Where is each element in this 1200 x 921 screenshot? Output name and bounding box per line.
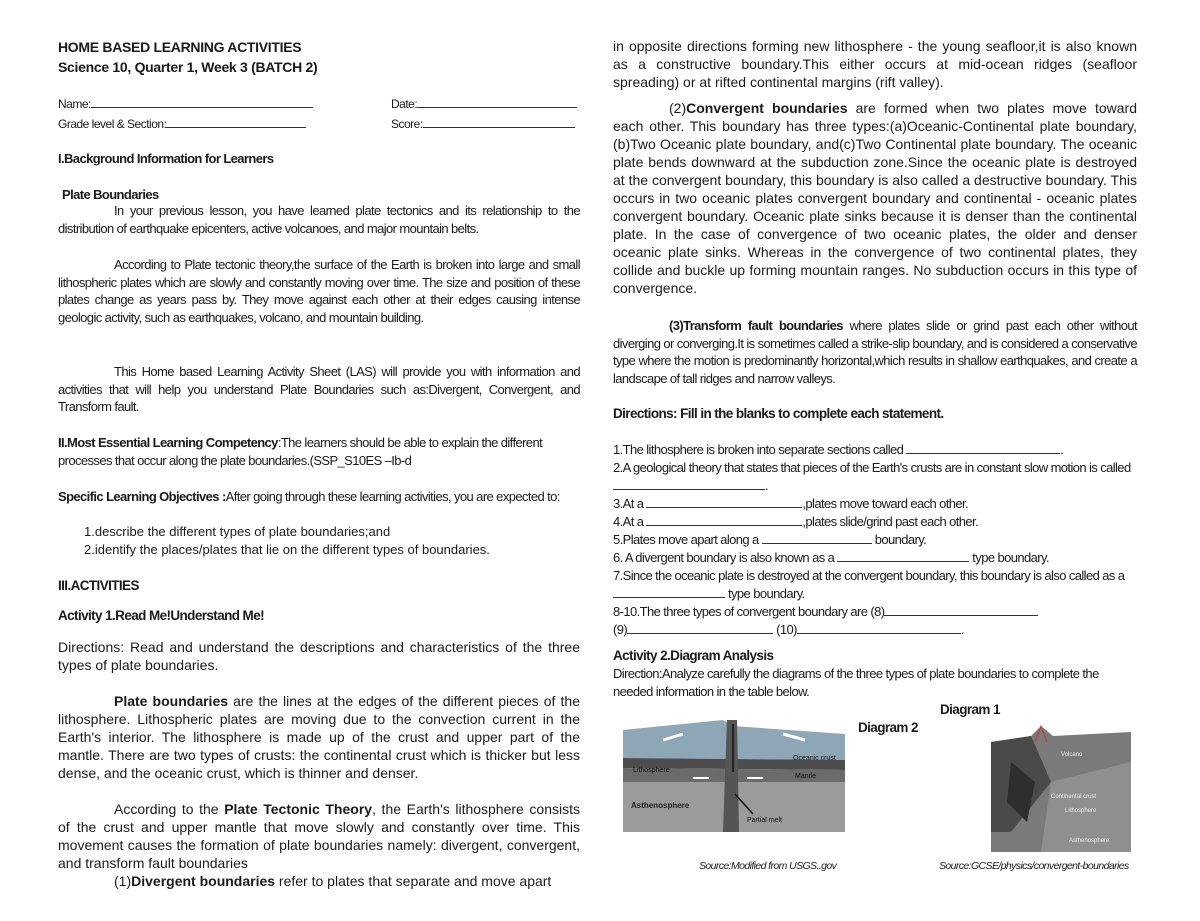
date-field[interactable]: [417, 96, 577, 108]
section1-p2: According to Plate tectonic theory,the surface of the Earth is broken into large and small lithospheric plates which are slowly and constantly moving over time. The size and position of these plates change as years pass by. They move against each other at their edges causing intense geologic activity, such as earthquakes, volcano, and mountain building.: [58, 257, 580, 325]
activity1-title: Activity 1.Read Me!Understand Me!: [58, 608, 264, 623]
question-3: 3.At a ,plates move toward each other.: [613, 496, 969, 511]
diagram1-divergent-image: [623, 712, 845, 832]
plate-boundaries-paragraph: Plate boundaries are the lines at the edges of the different pieces of the lithosphere. Lithospheric plates are moving due to the convection current in the Earth's interior. The lithosphere is made up of the crust and upper part of the mantle. There are two types of crusts: the continental crust which is thicker but less dense, and the oceanic crust, which is thinner and denser.: [58, 693, 580, 781]
question-4: 4.At a ,plates slide/grind past each other.: [613, 514, 979, 529]
objectives: Specific Learning Objectives :After going through these learning activities, you are expected to:: [58, 489, 560, 504]
answer-10-blank[interactable]: [797, 622, 961, 634]
question-5: 5.Plates move apart along a boundary.: [613, 532, 927, 547]
name-field[interactable]: [91, 96, 313, 108]
section1-p3: This Home based Learning Activity Sheet (LAS) will provide you with information and activities that will help you understand Plate Boundaries such as:Divergent, Convergent, and Transform fault.: [58, 364, 580, 414]
d1-label-lithosphere: Lithosphere: [633, 767, 670, 774]
d2-label-asthenosphere: Asthenosphere: [1069, 838, 1110, 844]
d2-label-volcano: Volcano: [1061, 752, 1083, 758]
activity1-directions: Directions: Read and understand the descriptions and characteristics of the three types of plate boundaries.: [58, 639, 580, 673]
source-1: Source:Modified from USGS..gov: [699, 860, 837, 872]
score-label: Score:: [391, 116, 575, 134]
activity2-title: Activity 2.Diagram Analysis: [613, 648, 774, 663]
objective-1: 1.describe the different types of plate boundaries;and: [84, 524, 391, 539]
transform-paragraph: (3)Transform fault boundaries where plates slide or grind past each other without diverging or converging.It is sometimes called a strike-slip boundary, and is considered a conservative type where the motion is predominantly horizontal,which results in shallow earthquakes, and create a landscape of tall ridges and narrow valleys.: [613, 318, 1137, 386]
question-1: 1.The lithosphere is broken into separate sections called .: [613, 442, 1064, 457]
competency: II.Most Essential Learning Competency:The learners should be able to explain the different processes that occur along the plate boundaries.(SSP_S10ES –Ib-d: [58, 435, 543, 468]
d1-label-mantle: Mantle: [795, 773, 817, 780]
question-2: 2.A geological theory that states that pieces of the Earth's crusts are in constant slow motion is called .: [613, 460, 1131, 493]
question-8: 8-10.The three types of convergent boundary are (8): [613, 603, 1137, 621]
diagram1-label: Diagram 1: [940, 702, 1000, 717]
answer-6-blank[interactable]: [837, 550, 969, 562]
source-2: Source:GCSE/physics/convergent-boundaries: [939, 860, 1129, 872]
doc-subtitle: Science 10, Quarter 1, Week 3 (BATCH 2): [58, 59, 318, 75]
divergent-continued: in opposite directions forming new lithosphere - the young seafloor,it is also known as a constructive boundary.This either occurs at mid-ocean ridges (seafloor spreading) or at rifted continental margins (rift valley).: [613, 38, 1137, 90]
diagram2-convergent-image: [991, 722, 1131, 852]
grade-field[interactable]: [166, 116, 306, 128]
question-9-10: (9) (10) .: [613, 622, 964, 637]
date-label: Date:: [391, 96, 577, 114]
answer-2-blank[interactable]: [613, 478, 765, 490]
answer-7-blank[interactable]: [613, 586, 725, 598]
answer-1-blank[interactable]: [906, 442, 1060, 454]
d2-label-continental-crust: Continental crust: [1051, 794, 1097, 800]
objective-2: 2.identify the places/plates that lie on the different types of boundaries.: [84, 542, 490, 557]
convergent-paragraph: (2)Convergent boundaries are formed when two plates move toward each other. This boundary has three types:(a)Oceanic-Continental plate boundary,(b)Two Oceanic plate boundary, and(c)Two Continental plate boundary. The oceanic plate bends downward at the subduction zone.Since the oceanic plate is destroyed at the convergent boundary, this boundary is also called a destructive boundary. This occurs in two oceanic plates convergent boundary and continental - oceanic plates convergent boundary. Oceanic plate sinks because it is denser than the continental plate. In the case of convergence of two oceanic plates, the older and denser oceanic plate sinks. Whereas in the convergence of two continental plates, they collide and buckle up forming mountain ranges. No subduction occurs in this type of convergence.: [613, 100, 1137, 296]
d1-label-partial-melt: Partial melt: [747, 817, 783, 824]
section1-subheading: Plate Boundaries: [62, 187, 159, 202]
answer-9-blank[interactable]: [627, 622, 773, 634]
answer-3-blank[interactable]: [646, 496, 802, 508]
name-label: Name:: [58, 96, 313, 114]
answer-4-blank[interactable]: [646, 514, 802, 526]
section1-p1: In your previous lesson, you have learned plate tectonics and its relationship to the distribution of earthquake epicenters, active volcanoes, and major mountain belts.: [58, 203, 580, 236]
question-6: 6. A divergent boundary is also known as a type boundary.: [613, 550, 1049, 565]
divergent-paragraph: (1)Divergent boundaries refer to plates that separate and move apart: [114, 873, 552, 889]
answer-8-blank[interactable]: [884, 604, 1038, 616]
score-field[interactable]: [423, 116, 575, 128]
doc-title: HOME BASED LEARNING ACTIVITIES: [58, 39, 302, 55]
fill-directions: Directions: Fill in the blanks to complete each statement.: [613, 406, 944, 421]
question-7: 7.Since the oceanic plate is destroyed at the convergent boundary, this boundary is also called as a type boundary.: [613, 568, 1125, 601]
d1-label-oceanic-crust: Oceanic crust: [793, 755, 836, 762]
section1-heading: I.Background Information for Learners: [58, 151, 274, 166]
activity2-direction: Direction:Analyze carefully the diagrams of the three types of plate boundaries to complete the needed information in the table below.: [613, 666, 1099, 699]
answer-5-blank[interactable]: [762, 532, 872, 544]
d1-label-asthenosphere: Asthenosphere: [631, 801, 690, 810]
d2-label-lithosphere: Lithosphere: [1065, 808, 1097, 814]
plate-tectonic-paragraph: According to the Plate Tectonic Theory, the Earth's lithosphere consists of the crust and upper mantle that move slowly and constantly over time. This movement causes the formation of plate boundaries namely: divergent, convergent, and transform fault boundaries: [58, 801, 581, 871]
activities-heading: III.ACTIVITIES: [58, 578, 139, 593]
diagram2-label: Diagram 2: [858, 720, 918, 735]
grade-label: Grade level & Section:: [58, 116, 306, 134]
